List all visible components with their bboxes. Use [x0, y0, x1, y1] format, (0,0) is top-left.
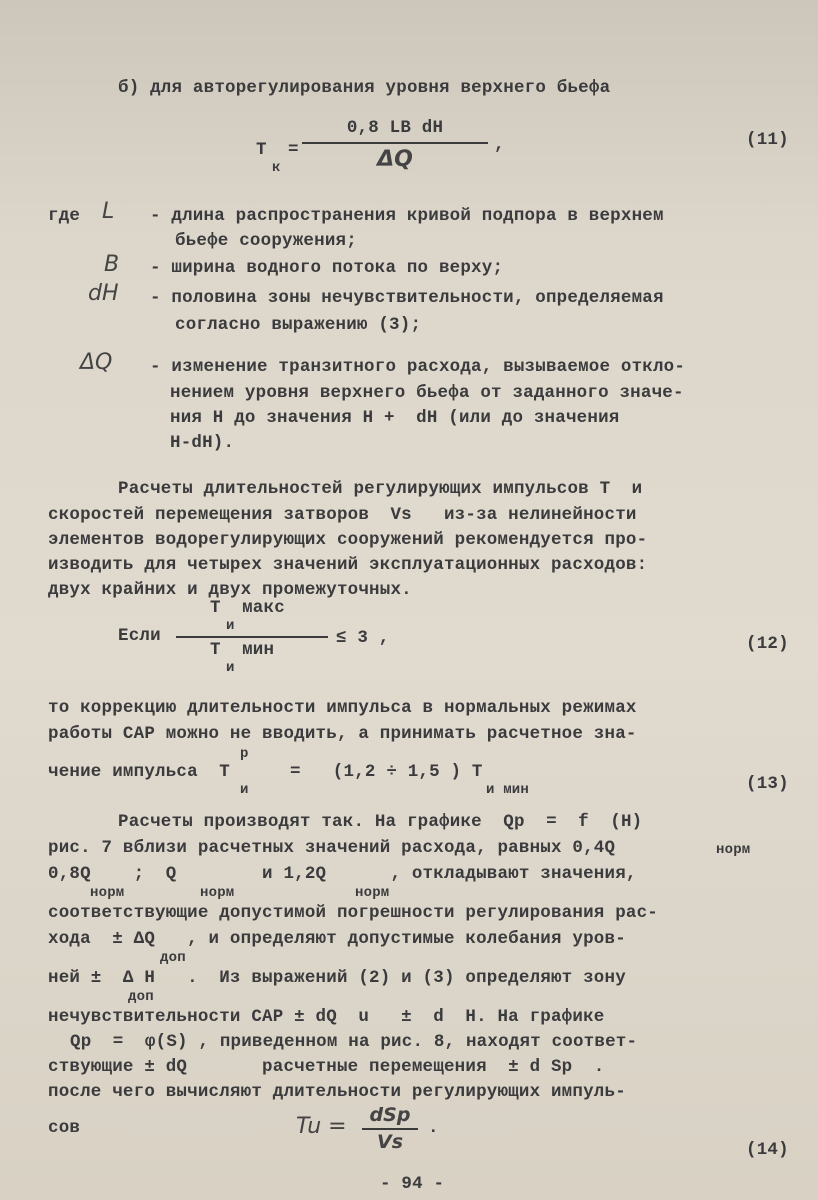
text-line: после чего вычисляют длительности регулирующих импуль-: [48, 1082, 626, 1102]
definition-line: бьефе сооружения;: [175, 231, 357, 251]
equals-sign: =: [288, 140, 299, 160]
equation-number: (14): [746, 1140, 789, 1160]
formula-numerator: 0,8 LB dH: [346, 118, 444, 138]
definition-line: - половина зоны нечувствительности, определяемая: [150, 288, 664, 308]
subscript: норм: [200, 885, 235, 901]
formula-numerator: dSp: [369, 1104, 411, 1126]
text-line: Расчеты длительностей регулирующих импульсов T и: [118, 479, 643, 499]
subscript: норм: [716, 842, 751, 858]
formula-rhs: = (1,2 ÷ 1,5 ) T: [290, 762, 483, 782]
text-line: ствующие ± dQ расчетные перемещения ± d Sp .: [48, 1057, 605, 1077]
formula-tail: ,: [494, 135, 505, 155]
text-line: то коррекцию длительности импульса в нормальных режимах: [48, 698, 637, 718]
subscript: норм: [90, 885, 125, 901]
definition-line: H-dH).: [170, 433, 235, 453]
formula-subscript: и мин: [486, 782, 530, 798]
symbol: B: [104, 252, 120, 277]
equation-number: (11): [746, 130, 789, 150]
page-number: - 94 -: [380, 1174, 445, 1194]
text-line: скоростей перемещения затворов Vs из-за нелинейности: [48, 505, 637, 525]
text-line: элементов водорегулирующих сооружений рекомендуется про-: [48, 530, 648, 550]
section-heading: б) для авторегулирования уровня верхнего бьефа: [118, 78, 611, 98]
text-line: двух крайних и двух промежуточных.: [48, 580, 412, 600]
formula-subscript: и: [240, 782, 249, 798]
formula-rhs: ≤ 3 ,: [336, 628, 390, 648]
definition-line: ния H до значения H + dH (или до значения: [170, 408, 620, 428]
text-line: нечувствительности САР ± dQ u ± d H. На графике: [48, 1007, 605, 1027]
text-line: изводить для четырех значений эксплуатационных расходов:: [48, 555, 648, 575]
definition-line: согласно выражению (3);: [175, 315, 422, 335]
text-line: ней ± Δ H . Из выражений (2) и (3) определяют зону: [48, 968, 626, 988]
text-line: чение импульса T: [48, 762, 230, 782]
text-line: хода ± ΔQ , и определяют допустимые колебания уров-: [48, 929, 626, 949]
equation-number: (13): [746, 774, 789, 794]
subscript: доп: [160, 950, 186, 966]
fraction-bar: [302, 142, 488, 144]
text-line: рис. 7 вблизи расчетных значений расхода, равных 0,4Q: [48, 838, 616, 858]
formula-subscript: и: [226, 618, 235, 634]
symbol: ΔQ: [80, 350, 113, 375]
formula-prefix: Если: [118, 626, 161, 646]
formula-lhs: T: [256, 140, 267, 160]
formula-numerator: T макс: [210, 598, 285, 618]
formula-denominator: Vs: [376, 1131, 403, 1153]
text-line: сов: [48, 1118, 81, 1138]
text-line: Qp = φ(S) , приведенном на рис. 8, находят соответ-: [70, 1032, 638, 1052]
text-line: соответствующие допустимой погрешности регулирования рас-: [48, 903, 658, 923]
definition-line: нением уровня верхнего бьефа от заданного значе-: [170, 383, 684, 403]
definition-line: - ширина водного потока по верху;: [150, 258, 504, 278]
formula-subscript: и: [226, 660, 235, 676]
formula-subscript: к: [272, 160, 281, 176]
formula-superscript: р: [240, 746, 249, 762]
formula-lhs: Tu =: [296, 1114, 347, 1139]
subscript: норм: [355, 885, 390, 901]
symbol: L: [102, 199, 115, 224]
subscript: доп: [128, 989, 154, 1005]
formula-tail: .: [428, 1118, 439, 1138]
formula-denominator: T мин: [210, 640, 275, 660]
text-line: 0,8Q ; Q и 1,2Q , откладывают значения,: [48, 864, 637, 884]
formula-denominator: ΔQ: [377, 147, 413, 172]
fraction-bar: [362, 1128, 418, 1130]
equation-number: (12): [746, 634, 789, 654]
where-intro: где: [48, 206, 81, 226]
text-line: работы САР можно не вводить, а принимать расчетное зна-: [48, 724, 637, 744]
definition-line: - изменение транзитного расхода, вызываемое откло-: [150, 357, 686, 377]
definition-line: - длина распространения кривой подпора в верхнем: [150, 206, 664, 226]
symbol: dH: [88, 281, 119, 306]
fraction-bar: [176, 636, 328, 638]
text-line: Расчеты производят так. На графике Qp = f (H): [118, 812, 643, 832]
